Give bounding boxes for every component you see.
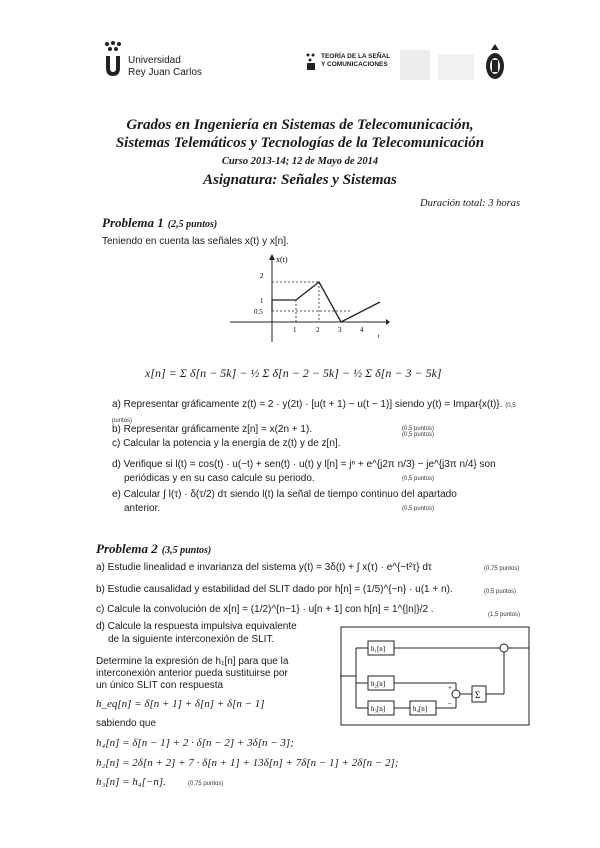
p1-item-d1: d) Verifique si l(t) = cos(t) · u(−t) + sen(t) · u(t) y l[n] = jⁿ + e^{j2π n/3} − je^{j3π n/4} son xyxy=(112,459,496,470)
p2-item-b-points: (0,5 puntos) xyxy=(484,589,517,595)
problem2-title: Problema 2 xyxy=(96,541,158,556)
dept-line1: TEORÍA DE LA SEÑAL xyxy=(321,53,391,60)
p1-item-b-points: (0,5 puntos) xyxy=(402,426,435,432)
p2-determine-line1: Determine la expresión de h₁[n] para que la xyxy=(96,656,289,667)
p2-item-d2: de la siguiente interconexión de SLIT. xyxy=(108,634,275,645)
p1-item-e1: e) Calcular ∫ l(τ) · δ(τ/2) dτ siendo l(t) la señal de tiempo continuo del apartado xyxy=(112,489,457,500)
p1-item-d2: periódicas y en su caso calcule su periodo. xyxy=(124,473,315,484)
x-tick-4: 4 xyxy=(360,326,364,334)
problem2-heading xyxy=(96,540,211,558)
p2-determine xyxy=(96,656,288,692)
block-h3-label: h₃[n] xyxy=(371,705,386,713)
p2-item-c-points: (1,5 puntos) xyxy=(488,612,521,618)
title-line2: Sistemas Telemáticos y Tecnologías de la Telecomunicación xyxy=(115,135,485,151)
urjc-logo xyxy=(103,40,123,78)
block-diagram xyxy=(340,626,530,726)
sigma-label: Σ xyxy=(475,690,481,700)
urjc-logo-icon xyxy=(103,40,123,78)
header-watermark xyxy=(398,46,478,86)
p2-item-d1: d) Calcule la respuesta impulsiva equivalente xyxy=(96,621,297,632)
xt-graph xyxy=(230,252,390,344)
p1-item-a-text: a) Representar gráficamente z(t) = 2 · y(2t) · [u(t + 1) − u(t − 1)] siendo y(t) = Impar{x(t)}. xyxy=(112,399,503,410)
university-line2: Rey Juan Carlos xyxy=(128,67,202,78)
p2-h4: h₄[n] = δ[n − 1] + 2 · δ[n − 2] + 3δ[n − 3]; xyxy=(96,737,294,749)
subject: Asignatura: Señales y Sistemas xyxy=(203,172,397,188)
x-axis-label: t xyxy=(378,334,380,340)
y-tick-05: 0.5 xyxy=(254,308,263,316)
p2-sabiendo: sabiendo que xyxy=(96,718,157,729)
minus-sign: − xyxy=(448,700,452,708)
block-h1-label: h₁[n] xyxy=(371,645,386,653)
y-tick-1: 1 xyxy=(260,297,264,305)
university-name xyxy=(128,55,202,79)
p1-item-a-points: (0,5 puntos) xyxy=(112,403,516,424)
duration: Duración total: 3 horas xyxy=(420,198,521,209)
p2-determine-line3: un único SLIT con respuesta xyxy=(96,680,224,691)
x-tick-1: 1 xyxy=(293,326,297,334)
department-logo xyxy=(305,50,395,76)
problem2-points: (3,5 puntos) xyxy=(161,545,212,556)
p1-item-e-points: (0,5 puntos) xyxy=(402,506,435,512)
xn-formula: x[n] = Σ δ[n − 5k] − ½ Σ δ[n − 2 − 5k] − ½ Σ δ[n − 3 − 5k] xyxy=(145,366,442,380)
p2-h3: h₃[n] = h₄[−n]. xyxy=(96,776,166,788)
p2-determine-line2: interconexión anterior pueda sustituirse por xyxy=(96,668,288,679)
block-h4-label: h₄[n] xyxy=(413,705,428,713)
p2-item-a: a) Estudie linealidad e invarianza del sistema y(t) = 3δ(t) + ∫ x(τ) · e^{−t²τ} dτ xyxy=(96,562,432,573)
p1-item-d-points: (0,5 puntos) xyxy=(402,476,435,482)
problem1-heading xyxy=(102,214,217,232)
p1-item-e2: anterior. xyxy=(124,503,161,514)
p1-item-c: c) Calcular la potencia y la energía de z(t) y de z[n]. xyxy=(112,438,341,449)
university-line1: Universidad xyxy=(128,55,181,66)
p2-h2: h₂[n] = 2δ[n + 2] + 7 · δ[n + 1] + 13δ[n] + 7δ[n − 1] + 2δ[n − 2]; xyxy=(96,757,399,769)
problem1-intro: Teniendo en cuenta las señales x(t) y x[n]. xyxy=(102,236,289,247)
y-axis-label: x(t) xyxy=(276,255,288,264)
plus-sign: + xyxy=(448,684,452,692)
dept-icon xyxy=(305,52,319,72)
crest-icon xyxy=(484,42,506,82)
p1-item-c-points: (0,5 puntos) xyxy=(402,432,435,438)
course-date: Curso 2013-14; 12 de Mayo de 2014 xyxy=(221,156,379,167)
p2-item-d-points: (0,75 puntos) xyxy=(188,781,224,787)
y-tick-2: 2 xyxy=(260,272,264,280)
problem1-title: Problema 1 xyxy=(102,215,164,230)
p2-item-c: c) Calcule la convolución de x[n] = (1/2)^{n−1} · u[n + 1] con h[n] = 1^{|n|}/2 . xyxy=(96,604,434,615)
p2-item-b: b) Estudie causalidad y estabilidad del SLIT dado por h[n] = (1/5)^{−n} · u(1 + n). xyxy=(96,584,453,595)
p2-item-a-points: (0,75 puntos) xyxy=(484,566,520,572)
block-h2-label: h₂[n] xyxy=(371,680,386,688)
p1-item-b: b) Representar gráficamente z[n] = x(2n + 1). xyxy=(112,424,313,435)
title-line1: Grados en Ingeniería en Sistemas de Telecomunicación, xyxy=(126,117,474,133)
dept-line2: Y COMUNICACIONES xyxy=(321,61,388,68)
x-tick-3: 3 xyxy=(338,326,342,334)
problem1-points: (2,5 puntos) xyxy=(167,219,218,230)
x-tick-2: 2 xyxy=(316,326,320,334)
p2-heq: h_eq[n] = δ[n + 1] + δ[n] + δ[n − 1] xyxy=(96,698,265,710)
